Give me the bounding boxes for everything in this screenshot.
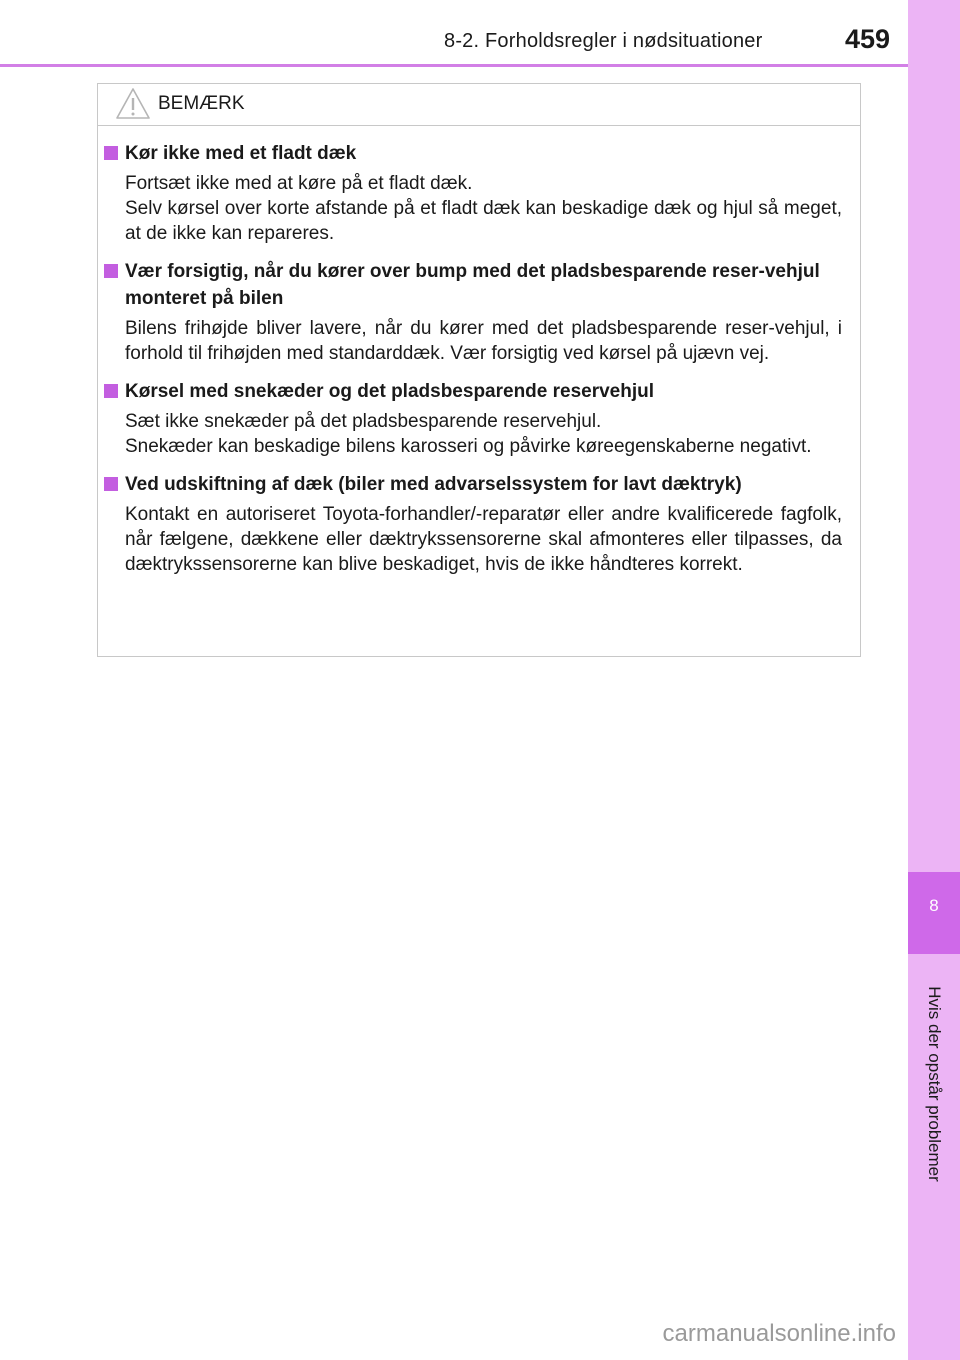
chapter-number: 8 bbox=[929, 896, 939, 915]
paragraph: Bilens frihøjde bliver lavere, når du kører med det pladsbesparende reser-vehjul, i forhold til frihøjden med standarddæk. Vær forsigtig ved kørsel på ujævn vej. bbox=[125, 318, 842, 364]
notice-item bbox=[98, 378, 860, 459]
notice-item-heading: Ved udskiftning af dæk (biler med advarselssystem for lavt dæktryk) bbox=[125, 471, 852, 498]
notice-box bbox=[97, 83, 861, 657]
paragraph: Selv kørsel over korte afstande på et fladt dæk kan beskadige dæk og hjul så meget, at de ikke kan repareres. bbox=[125, 198, 842, 244]
notice-item bbox=[98, 471, 860, 577]
notice-item-text bbox=[125, 171, 842, 246]
notice-item-heading: Kørsel med snekæder og det pladsbesparende reservehjul bbox=[125, 378, 852, 405]
header-divider bbox=[0, 64, 908, 67]
notice-item-heading: Kør ikke med et fladt dæk bbox=[125, 140, 852, 167]
page-number: 459 bbox=[845, 24, 891, 54]
notice-body bbox=[98, 140, 860, 589]
notice-item-heading: Vær forsigtig, når du kører over bump med det pladsbesparende reser-vehjul monteret på bilen bbox=[125, 258, 852, 312]
notice-title: BEMÆRK bbox=[158, 93, 245, 114]
paragraph: Sæt ikke snekæder på det pladsbesparende reservehjul. bbox=[125, 411, 602, 432]
notice-item-text bbox=[125, 316, 842, 366]
chapter-title: Hvis der opstår problemer bbox=[925, 986, 944, 1182]
notice-item bbox=[98, 258, 860, 366]
notice-item bbox=[98, 140, 860, 246]
warning-icon bbox=[115, 87, 151, 120]
paragraph: Fortsæt ikke med at køre på et fladt dæk. bbox=[125, 173, 473, 194]
notice-header bbox=[98, 84, 860, 126]
notice-item-text bbox=[125, 502, 842, 577]
paragraph: Snekæder kan beskadige bilens karosseri og påvirke køreegenskaberne negativt. bbox=[125, 436, 812, 457]
watermark: carmanualsonline.info bbox=[662, 1320, 896, 1347]
notice-item-text bbox=[125, 409, 842, 459]
paragraph: Kontakt en autoriseret Toyota-forhandler/-reparatør eller andre kvalificerede fagfolk, når fælgene, dækkene eller dæktrykssensorerne skal afmonteres eller tilpasses, da dæktrykssensorerne kan blive beskadiget, hvis de ikke håndteres korrekt. bbox=[125, 504, 842, 575]
section-title: 8-2. Forholdsregler i nødsituationer bbox=[444, 30, 763, 52]
